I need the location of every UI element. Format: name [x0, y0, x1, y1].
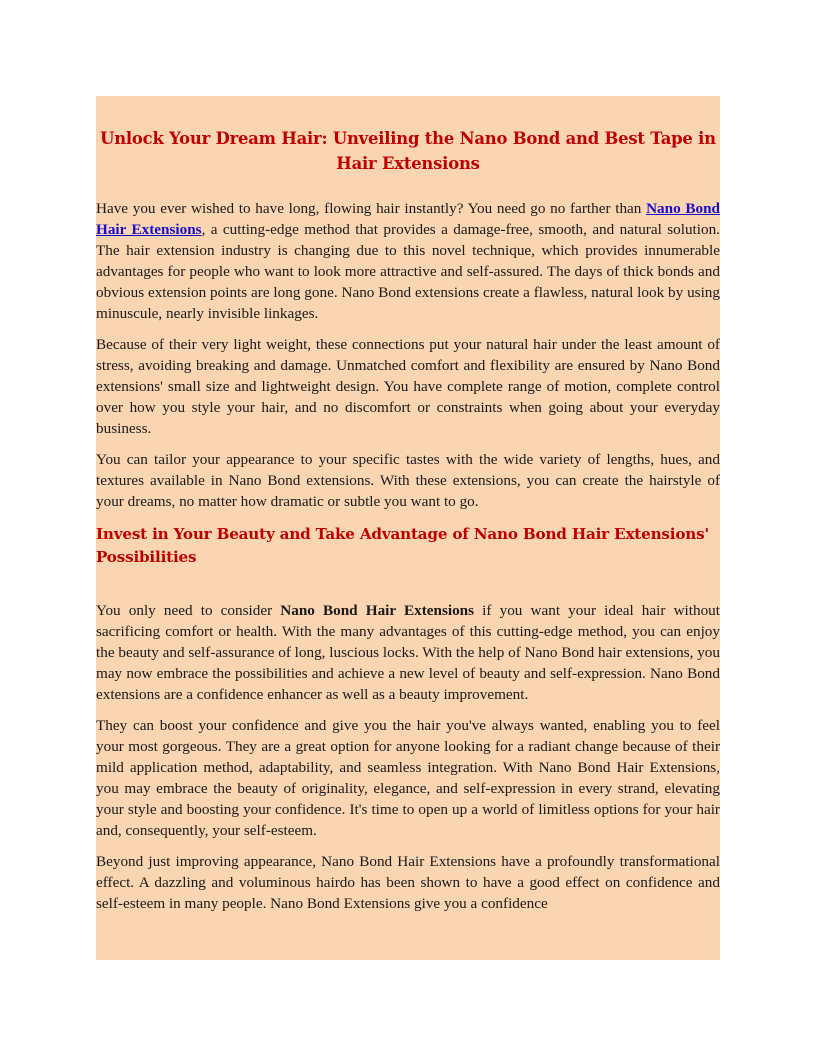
- intro-paragraph: [96, 198, 720, 324]
- intro-text-start: Have you ever wished to have long, flowing hair instantly? You need go no farther than: [96, 200, 647, 217]
- section-paragraph-2: They can boost your confidence and give you the hair you've always wanted, enabling you to feel your most gorgeous. They are a great option for anyone looking for a radiant change because of their mild application method, adaptability, and seamless integration. With Nano Bond Hair Extensions, you may embrace the beauty of originality, elegance, and self-expression in every strand, elevating your style and boosting your confidence. It's time to open up a world of limitless options for your hair and, consequently, your self-esteem.: [96, 717, 720, 839]
- nano-bond-link[interactable]: Nano Bond Hair Extensions: [96, 200, 720, 238]
- section-paragraph-1: [96, 600, 720, 705]
- paragraph-2: Because of their very light weight, these connections put your natural hair under the least amount of stress, avoiding breaking and damage. Unmatched comfort and flexibility are ensured by Nano Bond extensions' small size and lightweight design. You have complete range of motion, complete control over how you style your hair, and no discomfort or constraints when going about your everyday business.: [96, 336, 720, 437]
- intro-text-end: , a cutting-edge method that provides a damage-free, smooth, and natural solution. The hair extension industry is changing due to this novel technique, which provides innumerable advantages for people who want to look more attractive and self-assured. The days of thick bonds and obvious extension points are long gone. Nano Bond extensions create a flawless, natural look by using minuscule, nearly invisible linkages.: [96, 221, 720, 322]
- paragraph-3: You can tailor your appearance to your specific tastes with the wide variety of lengths, hues, and textures available in Nano Bond extensions. With these extensions, you can create the hairstyle of your dreams, no matter how dramatic or subtle you want to go.: [96, 451, 720, 510]
- document-page: [96, 96, 720, 960]
- section-paragraph-3: Beyond just improving appearance, Nano Bond Hair Extensions have a profoundly transformational effect. A dazzling and voluminous hairdo has been shown to have a good effect on confidence and self-esteem in many people. Nano Bond Extensions give you a confidence: [96, 853, 720, 912]
- bold-term: Nano Bond Hair Extensions: [280, 602, 475, 619]
- section-text-end: if you want your ideal hair without sacrificing comfort or health. With the many advantages of this cutting-edge method, you can enjoy the beauty and self-assurance of long, luscious locks. With the help of Nano Bond hair extensions, you may now embrace the possibilities and achieve a new level of beauty and self-expression. Nano Bond extensions are a confidence enhancer as well as a beauty improvement.: [96, 602, 720, 703]
- section-text-start: You only need to consider: [96, 602, 281, 619]
- document-title: Unlock Your Dream Hair: Unveiling the Nano Bond and Best Tape in Hair Extensions: [100, 129, 716, 173]
- section-heading: Invest in Your Beauty and Take Advantage of Nano Bond Hair Extensions' Possibilities: [96, 525, 709, 566]
